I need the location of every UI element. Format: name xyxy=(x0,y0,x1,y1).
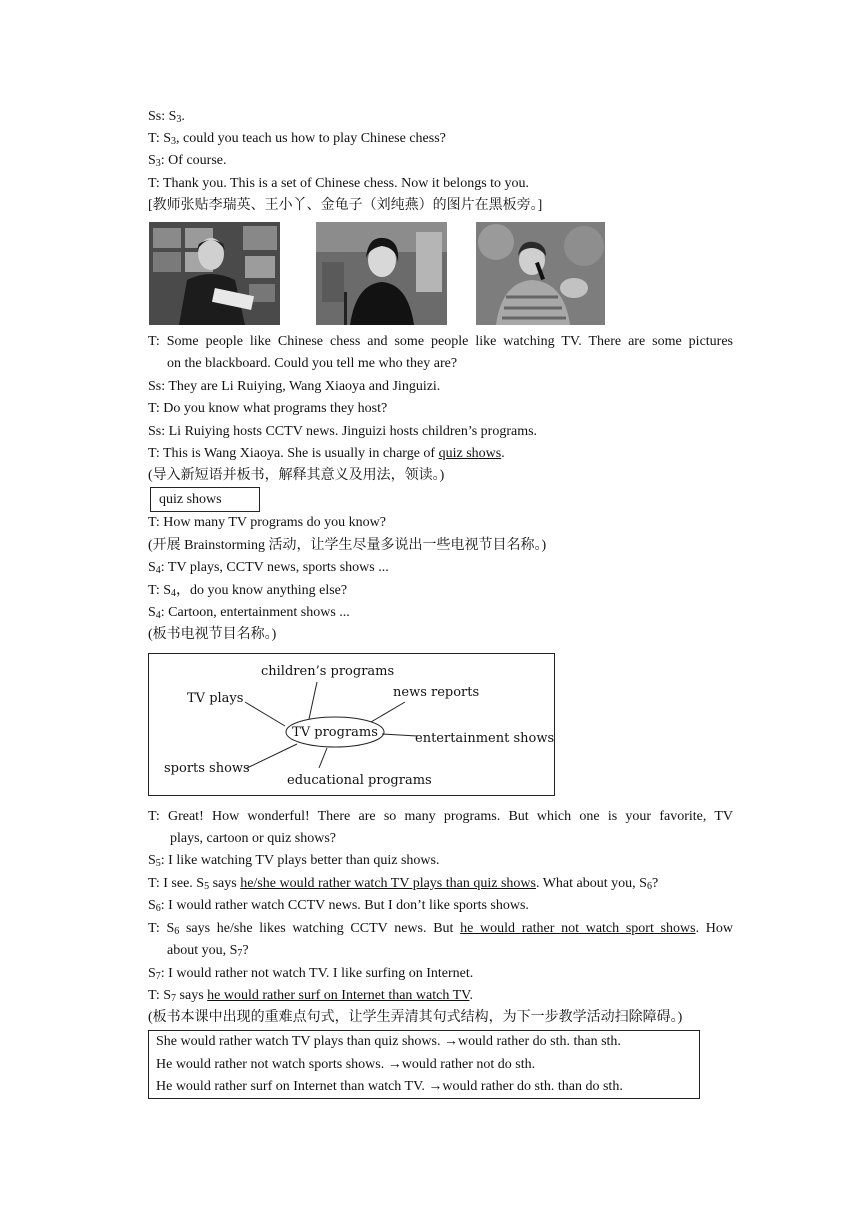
mindmap-node-educational: educational programs xyxy=(287,773,432,788)
dialogue-line: T: $S_4$，do you know anything else? xyxy=(148,583,348,599)
mindmap-link xyxy=(247,744,297,768)
pattern-line: He would rather surf on Internet than watch TV. →would rather do sth. than do sth. xyxy=(156,1079,623,1094)
mindmap-node-entertainment: entertainment shows xyxy=(415,731,554,746)
mindmap-link xyxy=(309,682,317,719)
mindmap-link xyxy=(245,702,285,726)
dialogue-line: Ss: They are Li Ruiying, Wang Xiaoya and Jinguizi. xyxy=(148,379,441,394)
teacher-note: (导入新短语并板书，解释其意义及用法，领读。) xyxy=(148,468,445,483)
dialogue-line: T: $S_7$ says he would rather surf on Internet than watch TV. xyxy=(148,988,473,1004)
teacher-note: (开展 Brainstorming 活动，让学生尽量多说出一些电视节目名称。) xyxy=(148,538,547,553)
photo-jinguizi xyxy=(476,222,605,325)
mindmap-link xyxy=(371,702,405,722)
pattern-line: He would rather not watch sports shows. →would rather not do sth. xyxy=(156,1057,536,1072)
dialogue-line: $S_7$: I would rather not watch TV. I like surfing on Internet. xyxy=(148,966,474,982)
sentence-patterns-box xyxy=(148,1030,700,1099)
dialogue-line: T: Great! How wonderful! There are so many programs. But which one is your favorite, TV xyxy=(148,809,733,824)
mindmap-link xyxy=(319,748,327,768)
dialogue-line: about you, $S_7$? xyxy=(167,943,249,959)
teacher-note: (板书本课中出现的重难点句式，让学生弄清其句式结构，为下一步教学活动扫除障碍。) xyxy=(148,1010,683,1025)
photo-wang-xiaoya xyxy=(316,222,447,325)
dialogue-line: T: This is Wang Xiaoya. She is usually in charge of quiz shows. xyxy=(148,446,505,461)
box-phrase-text: quiz shows xyxy=(159,492,222,507)
underlined-phrase: he/she would rather watch TV plays than quiz shows xyxy=(240,876,536,891)
dialogue-line: T: Do you know what programs they host? xyxy=(148,401,388,416)
underlined-phrase: quiz shows xyxy=(438,446,502,461)
dialogue-line: $S_3$: Of course. xyxy=(148,153,227,169)
underlined-phrase: he would rather surf on Internet than watch TV xyxy=(207,988,470,1003)
dialogue-line: T: I see. $S_5$ says he/she would rather watch TV plays than quiz shows. What about you, $S_6$? xyxy=(148,876,659,892)
mindmap-node-plays: TV plays xyxy=(187,691,244,706)
blackboard-box-phrase xyxy=(150,487,260,512)
dialogue-line: $S_4$: TV plays, CCTV news, sports shows ... xyxy=(148,560,389,576)
pattern-line: She would rather watch TV plays than quiz shows. →would rather do sth. than sth. xyxy=(156,1034,621,1049)
mindmap-node-children: children’s programs xyxy=(261,664,395,679)
dialogue-line: $S_6$: I would rather watch CCTV news. But I don’t like sports shows. xyxy=(148,898,529,914)
dialogue-line: plays, cartoon or quiz shows? xyxy=(170,831,337,846)
dialogue-line: $S_5$: I like watching TV plays better than quiz shows. xyxy=(148,853,440,869)
tv-programs-mindmap xyxy=(148,653,555,796)
dialogue-line: Ss: Li Ruiying hosts CCTV news. Jinguizi hosts children’s programs. xyxy=(148,424,538,439)
teacher-note: (板书电视节目名称。) xyxy=(148,627,277,642)
mindmap-link xyxy=(382,734,417,736)
dialogue-line: T: $S_3$, could you teach us how to play Chinese chess? xyxy=(148,131,446,147)
dialogue-line: T: Thank you. This is a set of Chinese chess. Now it belongs to you. xyxy=(148,176,530,191)
dialogue-line: T: $S_6$ says he/she likes watching CCTV news. But he would rather not watch sport shows. How xyxy=(148,921,733,937)
dialogue-line: T: How many TV programs do you know? xyxy=(148,515,386,530)
dialogue-line: T: Some people like Chinese chess and some people like watching TV. There are some pictures xyxy=(148,334,733,349)
dialogue-line: Ss: $S_3$. xyxy=(148,109,185,125)
underlined-phrase: he would rather not watch sport shows xyxy=(460,921,696,936)
teacher-note: [教师张贴李瑞英、王小丫、金龟子（刘纯燕）的图片在黑板旁。] xyxy=(148,198,543,213)
dialogue-line: on the blackboard. Could you tell me who they are? xyxy=(167,356,458,371)
dialogue-line: $S_4$: Cartoon, entertainment shows ... xyxy=(148,605,350,621)
mindmap-node-sports: sports shows xyxy=(164,761,250,776)
mindmap-center: TV programs xyxy=(292,725,378,740)
photo-li-ruiying xyxy=(149,222,280,325)
mindmap-node-news: news reports xyxy=(393,685,480,700)
